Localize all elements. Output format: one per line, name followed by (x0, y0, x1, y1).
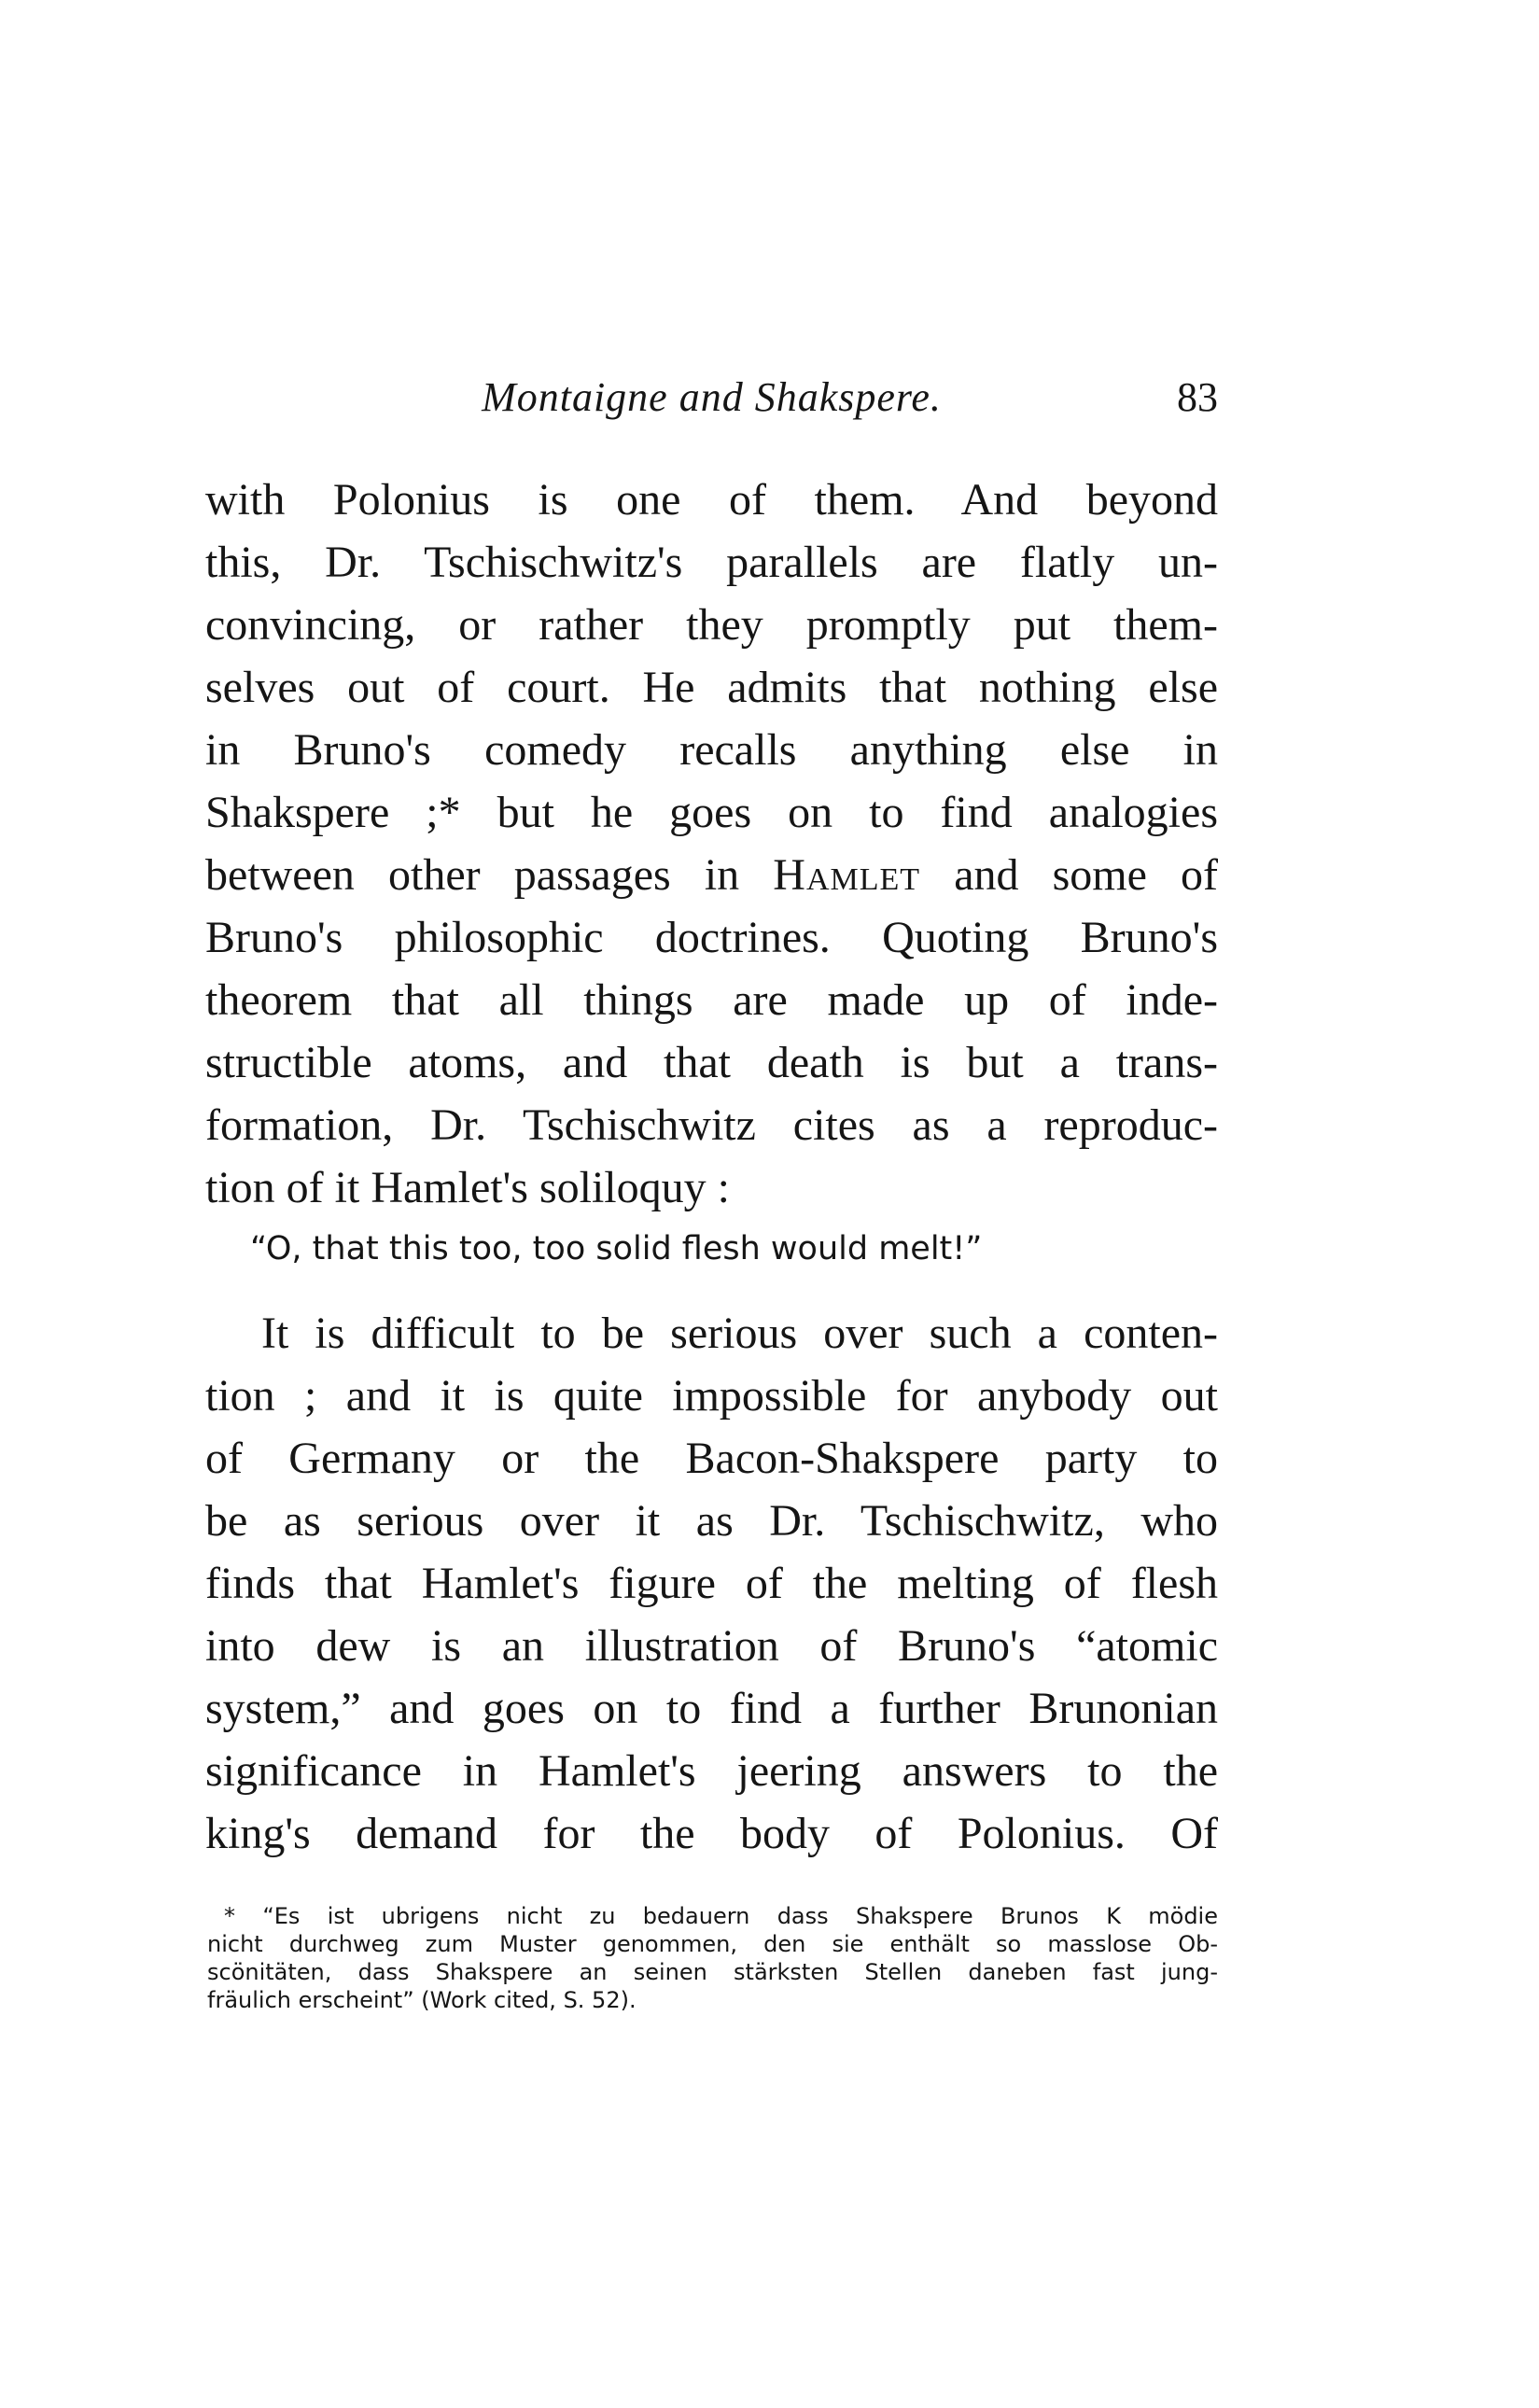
text-line: Bruno's philosophic doctrines. Quoting Bruno's (205, 913, 1218, 962)
text-line: be as serious over it as Dr. Tschischwitz, who (205, 1496, 1218, 1546)
text-line: structible atoms, and that death is but a trans- (205, 1038, 1218, 1087)
text-line: into dew is an illustration of Bruno's “atomic (205, 1621, 1218, 1671)
text-line: tion ; and it is quite impossible for anybody out (205, 1371, 1218, 1421)
text-line: formation, Dr. Tschischwitz cites as a reproduc- (205, 1100, 1218, 1150)
play-title-hamlet: Hamlet (773, 850, 921, 900)
text-line: in Bruno's comedy recalls anything else in (205, 725, 1218, 775)
text-line: finds that Hamlet's figure of the melting of flesh (205, 1559, 1218, 1608)
running-head (205, 373, 1218, 429)
text-fragment: between other passages in (205, 850, 740, 900)
text-line: significance in Hamlet's jeering answers to the (205, 1746, 1218, 1796)
footnote-line: fräulich erscheint” (Work cited, S. 52). (207, 1987, 637, 2013)
running-title: Montaigne and Shakspere. (482, 374, 942, 420)
footnote-line: nicht durchweg zum Muster genommen, den sie enthält so masslose Ob- (207, 1931, 1218, 1957)
text-line: selves out of court. He admits that nothing else (205, 663, 1218, 712)
text-line: this, Dr. Tschischwitz's parallels are flatly un- (205, 538, 1218, 587)
page-number: 83 (1177, 374, 1218, 420)
text-fragment: and some of (954, 850, 1218, 900)
text-line: of Germany or the Bacon-Shakspere party to (205, 1434, 1218, 1483)
text-line: Shakspere ;* but he goes on to find analogies (205, 788, 1218, 837)
text-line: with Polonius is one of them. And beyond (205, 475, 1218, 525)
block-quotation: “O, that this too, too solid flesh would melt!” (250, 1230, 983, 1267)
text-line: convincing, or rather they promptly put them- (205, 600, 1218, 650)
text-line: king's demand for the body of Polonius. Of (205, 1809, 1218, 1858)
footnote-line: * “Es ist ubrigens nicht zu bedauern dass Shakspere Brunos K mödie (224, 1903, 1218, 1929)
footnote-line: scönitäten, dass Shakspere an seinen stärksten Stellen daneben fast jung- (207, 1959, 1218, 1985)
paragraph-1 (205, 469, 1218, 1219)
text-line: theorem that all things are made up of inde- (205, 975, 1218, 1025)
text-line: system,” and goes on to find a further Brunonian (205, 1684, 1218, 1733)
footnote (207, 1902, 1218, 2014)
text-line: It is difficult to be serious over such a conten- (261, 1309, 1218, 1358)
text-line: tion of it Hamlet's soliloquy : (205, 1163, 730, 1212)
text-line-with-title (205, 844, 1218, 906)
paragraph-2 (205, 1302, 1218, 1865)
